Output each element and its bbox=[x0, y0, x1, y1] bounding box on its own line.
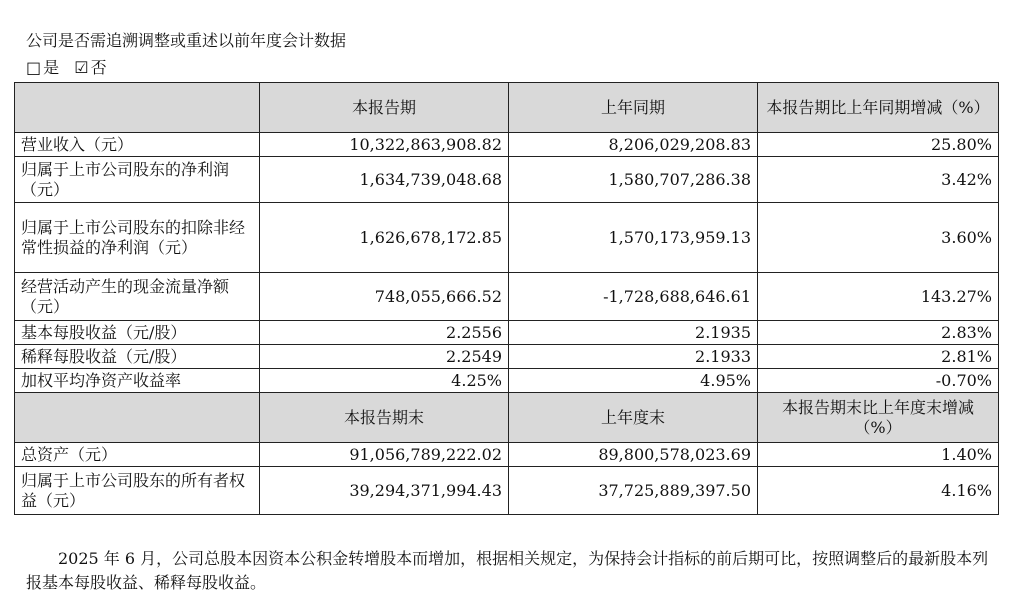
change-percent-value: 2.83% bbox=[758, 321, 999, 345]
change-percent-value: 1.40% bbox=[758, 443, 999, 467]
row-label: 加权平均净资产收益率 bbox=[15, 369, 260, 393]
prior-period-value: -1,728,688,646.61 bbox=[509, 273, 758, 321]
table-row bbox=[15, 273, 999, 321]
column-header: 本报告期比上年同期增减（%） bbox=[758, 83, 999, 133]
row-label: 基本每股收益（元/股） bbox=[15, 321, 260, 345]
row-label: 归属于上市公司股东的扣除非经常性损益的净利润（元） bbox=[15, 203, 260, 273]
row-label: 归属于上市公司股东的所有者权益（元） bbox=[15, 467, 260, 515]
table-row bbox=[15, 345, 999, 369]
current-period-value: 2.2556 bbox=[260, 321, 509, 345]
table-row bbox=[15, 321, 999, 345]
column-header: 上年同期 bbox=[509, 83, 758, 133]
table-row bbox=[15, 443, 999, 467]
column-header bbox=[15, 83, 260, 133]
change-percent-value: 25.80% bbox=[758, 133, 999, 157]
current-period-value: 2.2549 bbox=[260, 345, 509, 369]
change-percent-value: 3.60% bbox=[758, 203, 999, 273]
current-period-value: 1,626,678,172.85 bbox=[260, 203, 509, 273]
change-percent-value: 4.16% bbox=[758, 467, 999, 515]
current-period-value: 39,294,371,994.43 bbox=[260, 467, 509, 515]
restatement-choice bbox=[26, 57, 109, 79]
checkbox-unchecked-icon: □ bbox=[26, 58, 42, 77]
row-label: 稀释每股收益（元/股） bbox=[15, 345, 260, 369]
current-period-value: 748,055,666.52 bbox=[260, 273, 509, 321]
prior-period-value: 2.1935 bbox=[509, 321, 758, 345]
section-heading: 公司是否需追溯调整或重述以前年度会计数据 bbox=[26, 31, 347, 50]
prior-period-value: 1,570,173,959.13 bbox=[509, 203, 758, 273]
prior-period-value: 89,800,578,023.69 bbox=[509, 443, 758, 467]
column-header: 上年度末 bbox=[509, 393, 758, 443]
prior-period-value: 2.1933 bbox=[509, 345, 758, 369]
current-period-value: 1,634,739,048.68 bbox=[260, 157, 509, 203]
choice-no-label: 否 bbox=[90, 58, 107, 77]
current-period-value: 10,322,863,908.82 bbox=[260, 133, 509, 157]
column-header: 本报告期末比上年度末增减（%） bbox=[758, 393, 999, 443]
table-row bbox=[15, 467, 999, 515]
column-header: 本报告期末 bbox=[260, 393, 509, 443]
table-row bbox=[15, 203, 999, 273]
change-percent-value: 3.42% bbox=[758, 157, 999, 203]
prior-period-value: 4.95% bbox=[509, 369, 758, 393]
table-row bbox=[15, 369, 999, 393]
table-row bbox=[15, 133, 999, 157]
table1-header-row bbox=[15, 83, 999, 133]
change-percent-value: 2.81% bbox=[758, 345, 999, 369]
row-label: 归属于上市公司股东的净利润（元） bbox=[15, 157, 260, 203]
prior-period-value: 37,725,889,397.50 bbox=[509, 467, 758, 515]
column-header bbox=[15, 393, 260, 443]
current-period-value: 4.25% bbox=[260, 369, 509, 393]
row-label: 经营活动产生的现金流量净额（元） bbox=[15, 273, 260, 321]
prior-period-value: 8,206,029,208.83 bbox=[509, 133, 758, 157]
table2-header-row bbox=[15, 393, 999, 443]
financial-table-body bbox=[15, 83, 999, 515]
table-row bbox=[15, 157, 999, 203]
checkbox-checked-icon: ☑ bbox=[74, 58, 89, 77]
column-header: 本报告期 bbox=[260, 83, 509, 133]
row-label: 总资产（元） bbox=[15, 443, 260, 467]
prior-period-value: 1,580,707,286.38 bbox=[509, 157, 758, 203]
choice-yes-label: 是 bbox=[43, 58, 60, 77]
financial-data-table bbox=[14, 82, 999, 515]
footnote: 2025 年 6 月，公司总股本因资本公积金转增股本而增加，根据相关规定，为保持会计指标的前后期可比，按照调整后的最新股本列报基本每股收益、稀释每股收益。 bbox=[26, 549, 989, 592]
change-percent-value: -0.70% bbox=[758, 369, 999, 393]
row-label: 营业收入（元） bbox=[15, 133, 260, 157]
current-period-value: 91,056,789,222.02 bbox=[260, 443, 509, 467]
change-percent-value: 143.27% bbox=[758, 273, 999, 321]
